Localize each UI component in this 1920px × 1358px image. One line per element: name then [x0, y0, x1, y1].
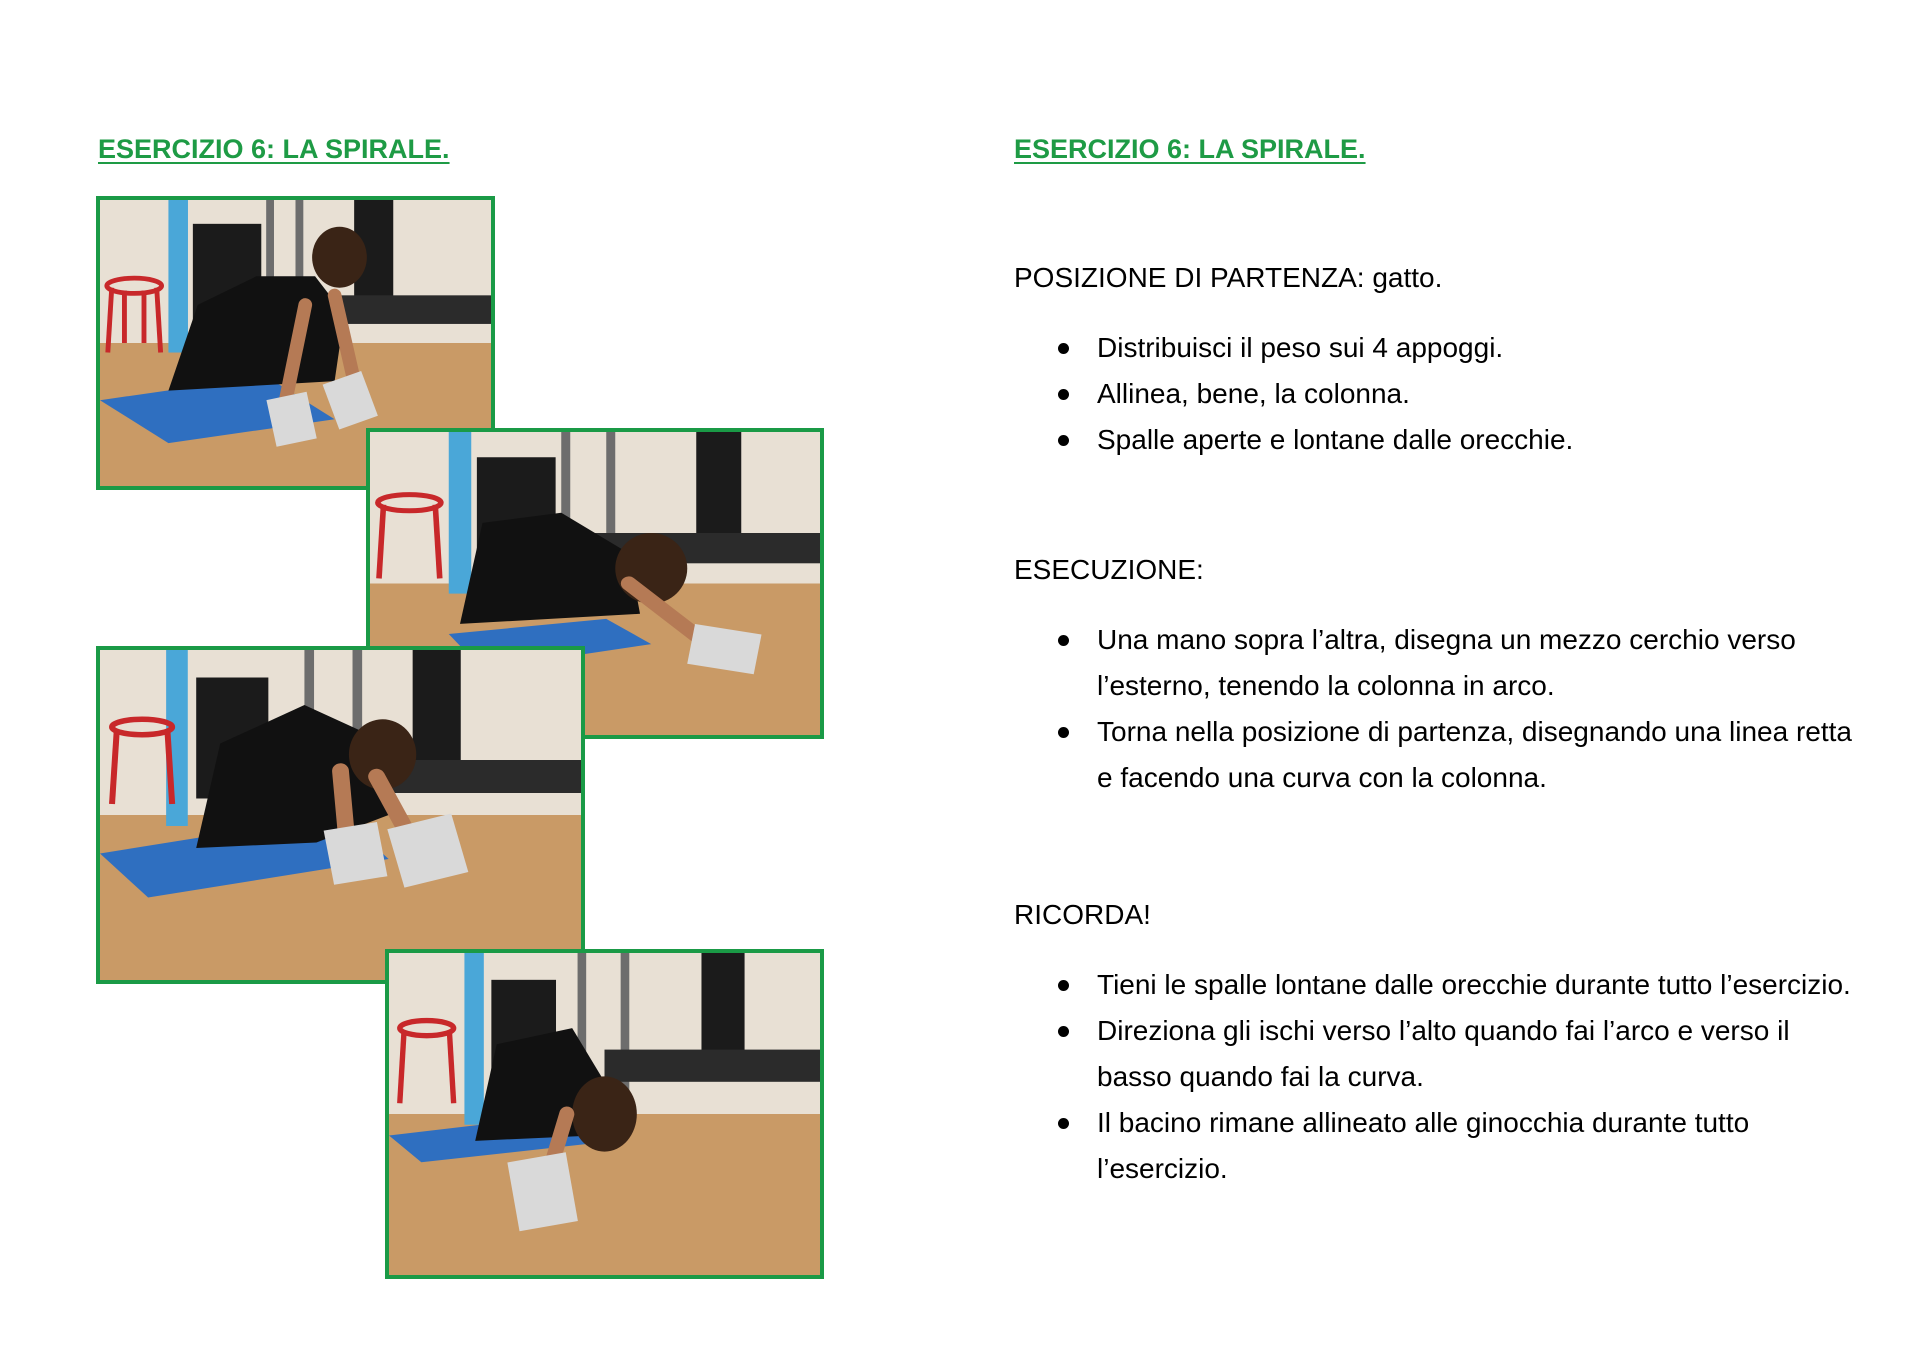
exercise-photo-curve-icon	[389, 953, 820, 1275]
exercise-photo-reach-icon	[100, 650, 581, 980]
exercise-photo-3	[96, 646, 585, 984]
bullet-icon	[1058, 980, 1069, 991]
section-execution	[1014, 547, 1854, 801]
list-item-text: Tieni le spalle lontane dalle orecchie durante tutto l’esercizio.	[1097, 969, 1851, 1000]
list-item	[1014, 1008, 1854, 1100]
list-item	[1014, 371, 1854, 417]
list-item-text: Torna nella posizione di partenza, disegnando una linea retta e facendo una curva con la colonna.	[1097, 716, 1852, 793]
list-item	[1014, 709, 1854, 801]
section-heading: ESECUZIONE:	[1014, 554, 1204, 585]
section-starting-position	[1014, 255, 1854, 463]
list-item	[1014, 417, 1854, 463]
list-item	[1014, 617, 1854, 709]
list-item-text: Una mano sopra l’altra, disegna un mezzo cerchio verso l’esterno, tenendo la colonna in arco.	[1097, 624, 1796, 701]
list-item-text: Il bacino rimane allineato alle ginocchia durante tutto l’esercizio.	[1097, 1107, 1750, 1184]
bullet-icon	[1058, 343, 1069, 354]
list-item-text: Spalle aperte e lontane dalle orecchie.	[1097, 424, 1574, 455]
bullet-list	[1014, 617, 1854, 801]
section-remember	[1014, 892, 1854, 1192]
bullet-icon	[1058, 389, 1069, 400]
bullet-list	[1014, 325, 1854, 463]
list-item	[1014, 962, 1854, 1008]
bullet-icon	[1058, 435, 1069, 446]
exercise-photo-4	[385, 949, 824, 1279]
bullet-icon	[1058, 1118, 1069, 1129]
section-heading: POSIZIONE DI PARTENZA: gatto.	[1014, 262, 1443, 293]
section-heading: RICORDA!	[1014, 899, 1151, 930]
page-title-left: ESERCIZIO 6: LA SPIRALE.	[98, 134, 450, 164]
list-item-text: Distribuisci il peso sui 4 appoggi.	[1097, 332, 1504, 363]
page-title-right: ESERCIZIO 6: LA SPIRALE.	[1014, 134, 1366, 164]
bullet-icon	[1058, 1026, 1069, 1037]
list-item	[1014, 1100, 1854, 1192]
bullet-icon	[1058, 727, 1069, 738]
list-item-text: Allinea, bene, la colonna.	[1097, 378, 1410, 409]
bullet-icon	[1058, 635, 1069, 646]
list-item-text: Direziona gli ischi verso l’alto quando fai l’arco e verso il basso quando fai la curva.	[1097, 1015, 1790, 1092]
bullet-list	[1014, 962, 1854, 1192]
list-item	[1014, 325, 1854, 371]
